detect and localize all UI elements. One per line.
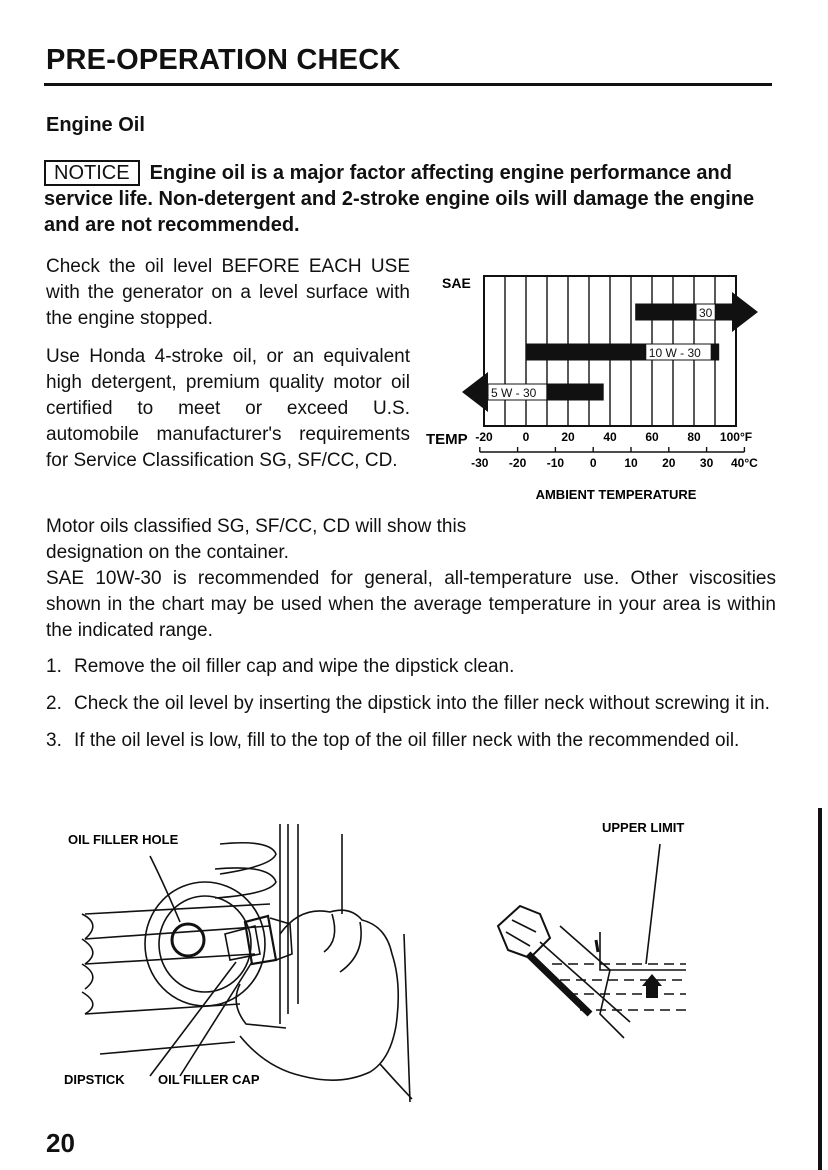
- oil-check-illustration: [40, 814, 800, 1104]
- celsius-tick-label: 0: [589, 456, 597, 470]
- fahrenheit-tick-label: 100°F: [719, 430, 753, 444]
- chart-xlabel: AMBIENT TEMPERATURE: [535, 487, 697, 502]
- filler-hole: [172, 924, 204, 956]
- celsius-tick-label: -10: [546, 456, 565, 470]
- neck-rib: [596, 940, 598, 952]
- viscosity-chart: [420, 262, 780, 512]
- label-oil-filler-cap: OIL FILLER CAP: [158, 1072, 260, 1087]
- arm-line: [404, 934, 410, 1102]
- notice-block: [44, 160, 776, 238]
- upper-limit-arrow-icon: [642, 974, 662, 998]
- step-item: [46, 691, 776, 717]
- hand-finger: [324, 914, 335, 952]
- bar-label: 10 W - 30: [648, 346, 701, 360]
- housing-curve: [215, 868, 276, 898]
- vent-curve: [82, 914, 93, 939]
- celsius-tick-label: 10: [624, 456, 638, 470]
- vent-curve: [82, 964, 93, 989]
- fahrenheit-tick-label: 60: [645, 430, 659, 444]
- cap-ridge: [506, 932, 530, 946]
- cap-ridge: [512, 920, 536, 932]
- label-dipstick: DIPSTICK: [64, 1072, 125, 1087]
- title-rule: [44, 83, 772, 86]
- step-item: [46, 654, 776, 680]
- bar-label: 5 W - 30: [491, 386, 537, 400]
- step-number: 3.: [46, 730, 62, 751]
- celsius-tick-label: -30: [471, 456, 489, 470]
- vent-curve: [82, 992, 93, 1014]
- label-upper-limit: UPPER LIMIT: [602, 820, 685, 835]
- celsius-tick-label: 40°C: [730, 456, 758, 470]
- celsius-ticks: [471, 447, 758, 470]
- chart-axis-label: TEMP: [426, 431, 468, 448]
- fahrenheit-tick-label: 80: [687, 430, 701, 444]
- steps-list: [46, 654, 776, 765]
- paragraph-classification: Motor oils classified SG, SF/CC, CD will show this designation on the container.: [46, 516, 467, 563]
- celsius-tick-label: -20: [508, 456, 527, 470]
- page-number: 20: [46, 1128, 75, 1158]
- bar-label: 30: [699, 306, 713, 320]
- step-text: Remove the oil filler cap and wipe the dipstick clean.: [74, 656, 515, 677]
- page-title: PRE-OPERATION CHECK: [46, 44, 401, 76]
- page-edge-bar: [818, 808, 822, 1170]
- paragraph-recommendation: SAE 10W-30 is recommended for general, all-temperature use. Other viscosities shown in the chart may be used when the average temperature in your area is within the indicated range.: [46, 568, 776, 641]
- leader-dipstick: [150, 962, 236, 1076]
- hand-finger: [340, 922, 361, 972]
- leader-upper-limit: [646, 844, 660, 964]
- arrow-left-icon: [462, 372, 488, 412]
- vent-curve: [82, 939, 93, 964]
- dipstick-rod: [528, 954, 590, 1014]
- fahrenheit-tick-label: 20: [561, 430, 575, 444]
- step-number: 1.: [46, 656, 62, 677]
- step-item: [46, 728, 776, 754]
- step-text: Check the oil level by inserting the dipstick into the filler neck without screwing it in.: [74, 693, 770, 714]
- housing-curve: [220, 843, 276, 874]
- chart-ylabel: SAE: [442, 275, 471, 291]
- arrow-right-icon: [732, 292, 758, 332]
- celsius-tick-label: 30: [699, 456, 714, 470]
- notice-label: NOTICE: [44, 160, 140, 186]
- notice-text: Engine oil is a major factor affecting engine performance and service life. Non-detergent and 2-stroke engine oils will damage the engine and are not recommended.: [44, 162, 755, 236]
- label-oil-filler-hole: OIL FILLER HOLE: [68, 832, 179, 847]
- arm-line: [380, 1064, 412, 1099]
- paragraph-check-level: Check the oil level BEFORE EACH USE with the generator on a level surface with the engine stopped.: [46, 256, 410, 329]
- dipstick-cap: [498, 906, 550, 958]
- celsius-tick-label: 20: [662, 456, 676, 470]
- step-number: 2.: [46, 693, 62, 714]
- viscosity-bar: [635, 304, 732, 321]
- fahrenheit-tick-label: 40: [603, 430, 617, 444]
- leader-oil-filler-cap: [180, 962, 252, 1076]
- step-text: If the oil level is low, fill to the top of the oil filler neck with the recommended oil.: [74, 730, 740, 751]
- fahrenheit-ticks: [475, 430, 752, 444]
- fahrenheit-tick-label: -20: [475, 430, 493, 444]
- fahrenheit-tick-label: 0: [522, 430, 530, 444]
- section-heading: Engine Oil: [46, 114, 145, 136]
- paragraph-oil-type: Use Honda 4-stroke oil, or an equivalent high detergent, premium quality motor oil certified to meet or exceed U.S. automobile manufacturer's requirements for Service Classification SG, SF/CC, CD.: [46, 346, 410, 471]
